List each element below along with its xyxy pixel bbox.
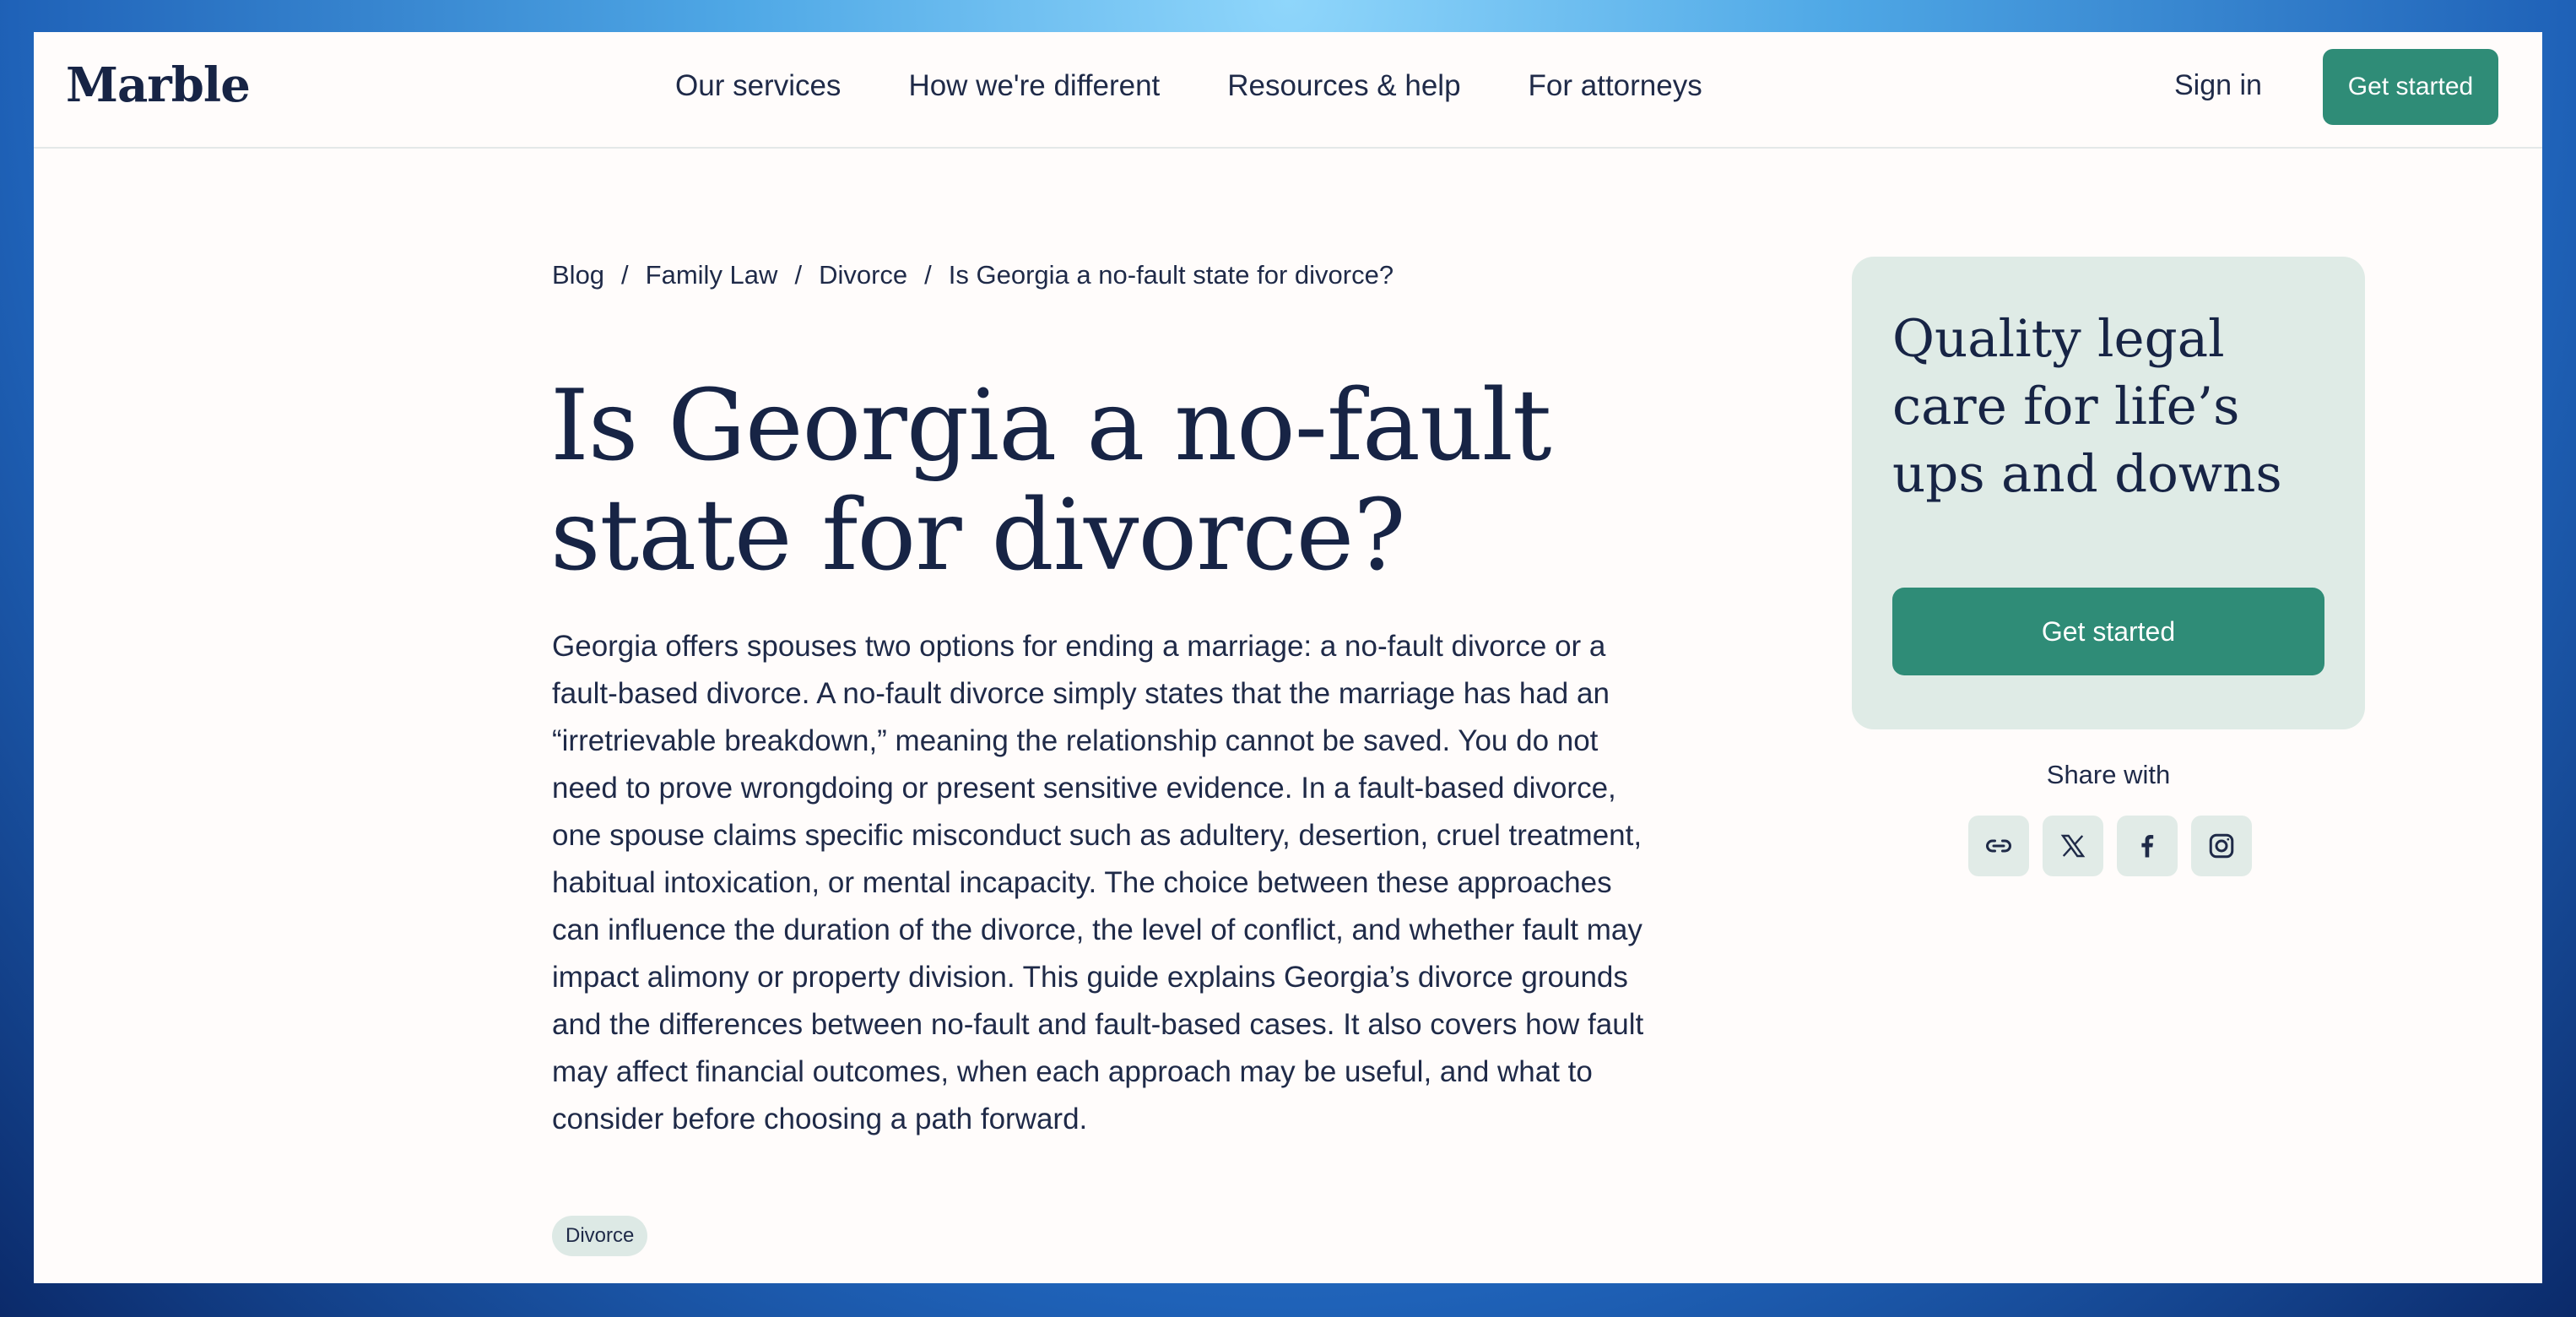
tag-divorce[interactable]: Divorce [552, 1216, 647, 1256]
article-title-line-1: Is Georgia a no-fault [550, 369, 1551, 483]
share-instagram-button[interactable] [2191, 816, 2252, 876]
breadcrumb-current-page: Is Georgia a no-fault state for divorce? [948, 260, 1394, 290]
main-nav [675, 69, 1770, 103]
share-buttons [1968, 816, 2252, 876]
nav-for-attorneys[interactable]: For attorneys [1528, 69, 1702, 102]
share-facebook-button[interactable] [2117, 816, 2178, 876]
share-link-button[interactable] [1968, 816, 2029, 876]
site-header [34, 32, 2542, 149]
breadcrumb [552, 260, 1394, 290]
breadcrumb-divorce[interactable]: Divorce [819, 260, 908, 290]
cta-card-title: Quality legal care for life’s ups and downs [1892, 309, 2282, 504]
nav-our-services[interactable]: Our services [675, 69, 842, 102]
instagram-icon [2206, 831, 2237, 861]
share-x-button[interactable] [2043, 816, 2103, 876]
breadcrumb-separator: / [621, 260, 629, 290]
breadcrumb-separator: / [794, 260, 803, 290]
nav-resources-help[interactable]: Resources & help [1227, 69, 1461, 102]
share-label: Share with [2046, 760, 2171, 789]
article-title-line-2: state for divorce? [550, 479, 1405, 593]
marble-logo[interactable]: Marble [66, 57, 250, 113]
nav-how-were-different[interactable]: How we're different [908, 69, 1161, 102]
breadcrumb-family-law[interactable]: Family Law [645, 260, 778, 290]
browser-window [34, 32, 2542, 1283]
facebook-icon [2132, 831, 2162, 861]
article-intro: Georgia offers spouses two options for ending a marriage: a no-fault divorce or a fault-based divorce. A no-fault divorce simply states that the marriage has had an “irretrievable breakdown,” meaning the relationship cannot be saved. You do not need to prove wrongdoing or present sensitive evidence. In a fault-based divorce, one spouse claims specific misconduct such as adultery, desertion, cruel treatment, habitual intoxication, or mental incapacity. The choice between these approaches can influence the duration of the divorce, the level of conflict, and whether fault may impact alimony or property division. This guide explains Georgia’s divorce grounds and the differences between no-fault and fault-based cases. It also covers how fault may affect financial outcomes, when each approach may be useful, and what to consider before choosing a path forward. [552, 630, 1644, 1135]
link-icon [1983, 831, 2014, 861]
x-icon [2058, 831, 2088, 861]
cta-card [1852, 257, 2365, 729]
article-title [550, 371, 1648, 591]
breadcrumb-separator: / [924, 260, 932, 290]
header-get-started-button[interactable]: Get started [2323, 49, 2498, 125]
breadcrumb-blog[interactable]: Blog [552, 260, 605, 290]
card-get-started-button[interactable]: Get started [1892, 588, 2324, 675]
sign-in-link[interactable]: Sign in [2174, 69, 2262, 101]
